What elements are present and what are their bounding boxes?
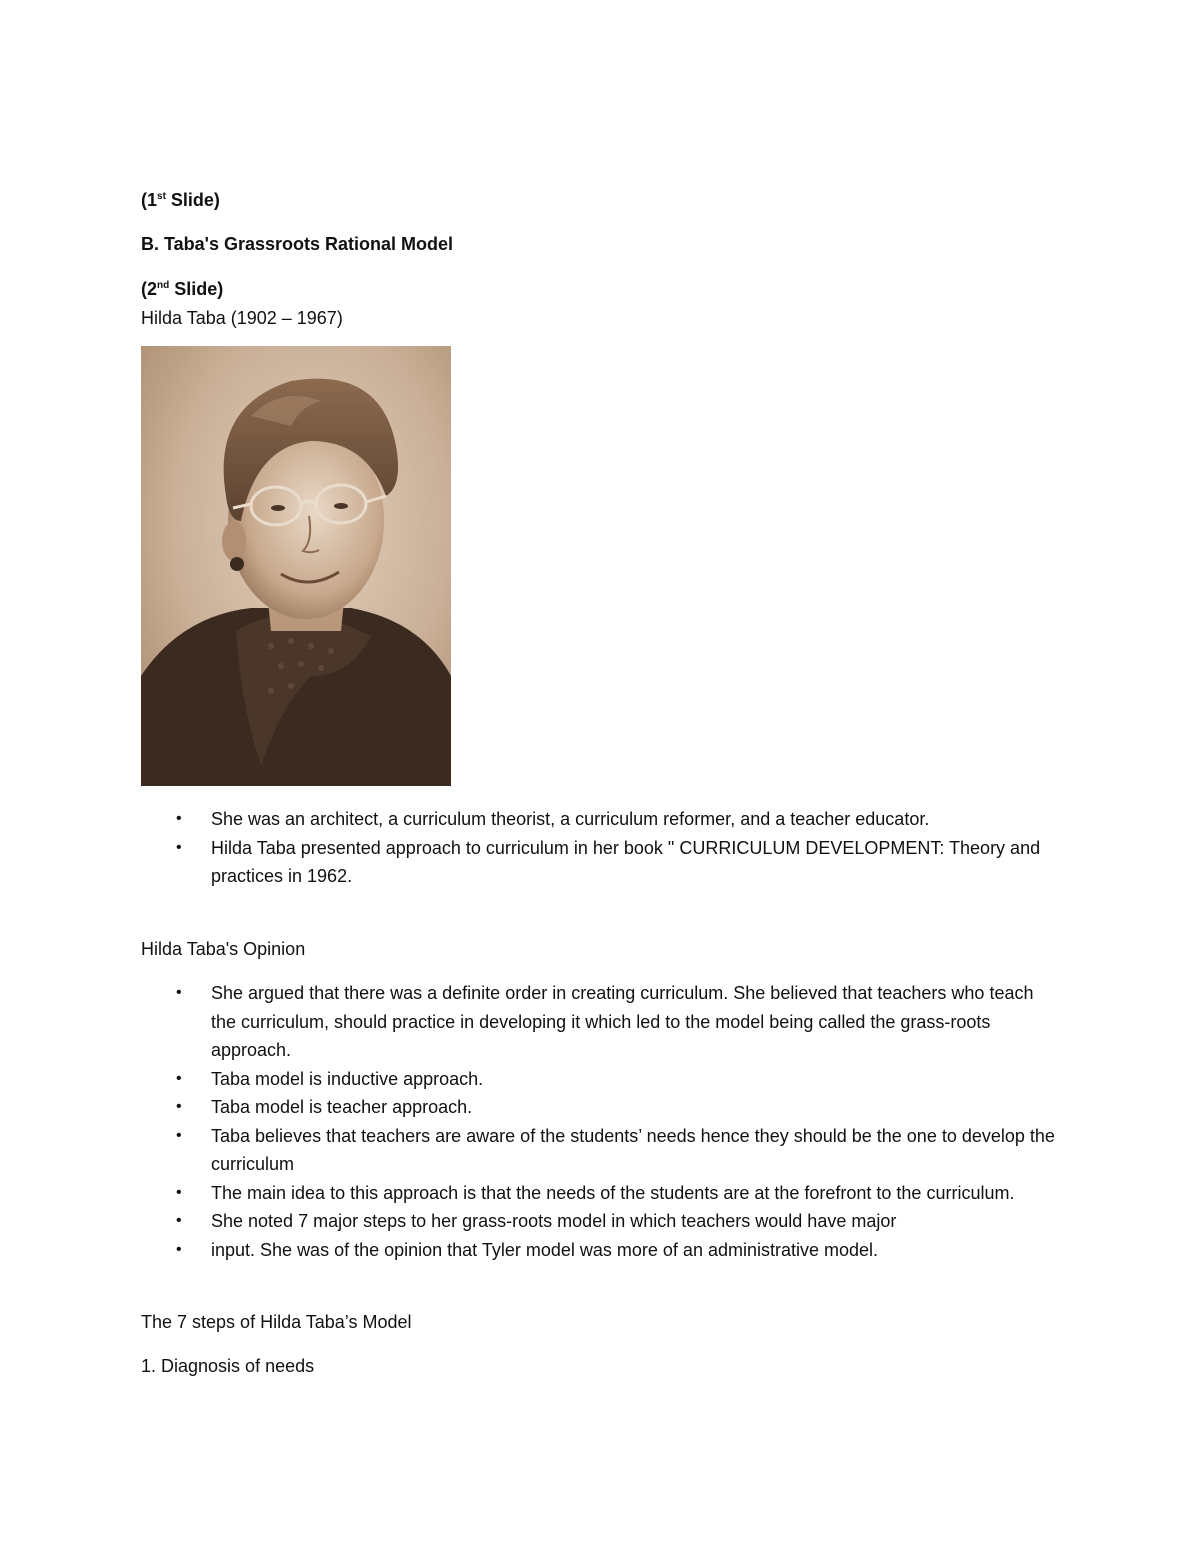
opinion-bullet-list <box>141 979 1061 1264</box>
step-1: 1. Diagnosis of needs <box>141 1356 315 1376</box>
person-heading: Hilda Taba (1902 – 1967) <box>141 308 343 328</box>
list-item: • She was an architect, a curriculum theorist, a curriculum reformer, and a teacher educator. <box>141 805 1061 834</box>
section-title: B. Taba's Grassroots Rational Model <box>141 234 454 254</box>
list-item: • Taba model is teacher approach. <box>141 1093 1061 1122</box>
slide-2-label: (2nd Slide) <box>141 279 224 299</box>
opinion-heading: Hilda Taba's Opinion <box>141 939 306 959</box>
list-item: • The main idea to this approach is that the needs of the students are at the forefront to the curriculum. <box>141 1179 1061 1208</box>
list-item: • She argued that there was a definite order in creating curriculum. She believed that teachers who teach the curriculum, should practice in developing it which led to the model being called the grass-roots approach. <box>141 979 1061 1065</box>
list-item: • Taba model is inductive approach. <box>141 1065 1061 1094</box>
steps-heading: The 7 steps of Hilda Taba’s Model <box>141 1312 412 1332</box>
bullet-icon: • <box>176 1183 182 1201</box>
bullet-icon: • <box>176 984 182 1001</box>
bullet-icon: • <box>176 1069 182 1087</box>
bullet-icon: • <box>176 810 182 827</box>
bio-bullet-list <box>141 805 1061 891</box>
bullet-icon: • <box>176 1212 182 1229</box>
portrait-photo <box>141 346 451 786</box>
bullet-icon: • <box>176 1240 182 1258</box>
list-item: • Hilda Taba presented approach to curriculum in her book " CURRICULUM DEVELOPMENT: Theory and practices in 1962. <box>141 834 1061 891</box>
list-item: • input. She was of the opinion that Tyler model was more of an administrative model. <box>141 1236 1061 1265</box>
bullet-icon: • <box>176 1126 182 1144</box>
bullet-icon: • <box>176 838 182 856</box>
list-item: • She noted 7 major steps to her grass-roots model in which teachers would have major <box>141 1207 1061 1236</box>
slide-1-label: (1st Slide) <box>141 190 220 210</box>
bullet-icon: • <box>176 1098 182 1115</box>
list-item: • Taba believes that teachers are aware of the students’ needs hence they should be the one to develop the curriculum <box>141 1122 1061 1179</box>
